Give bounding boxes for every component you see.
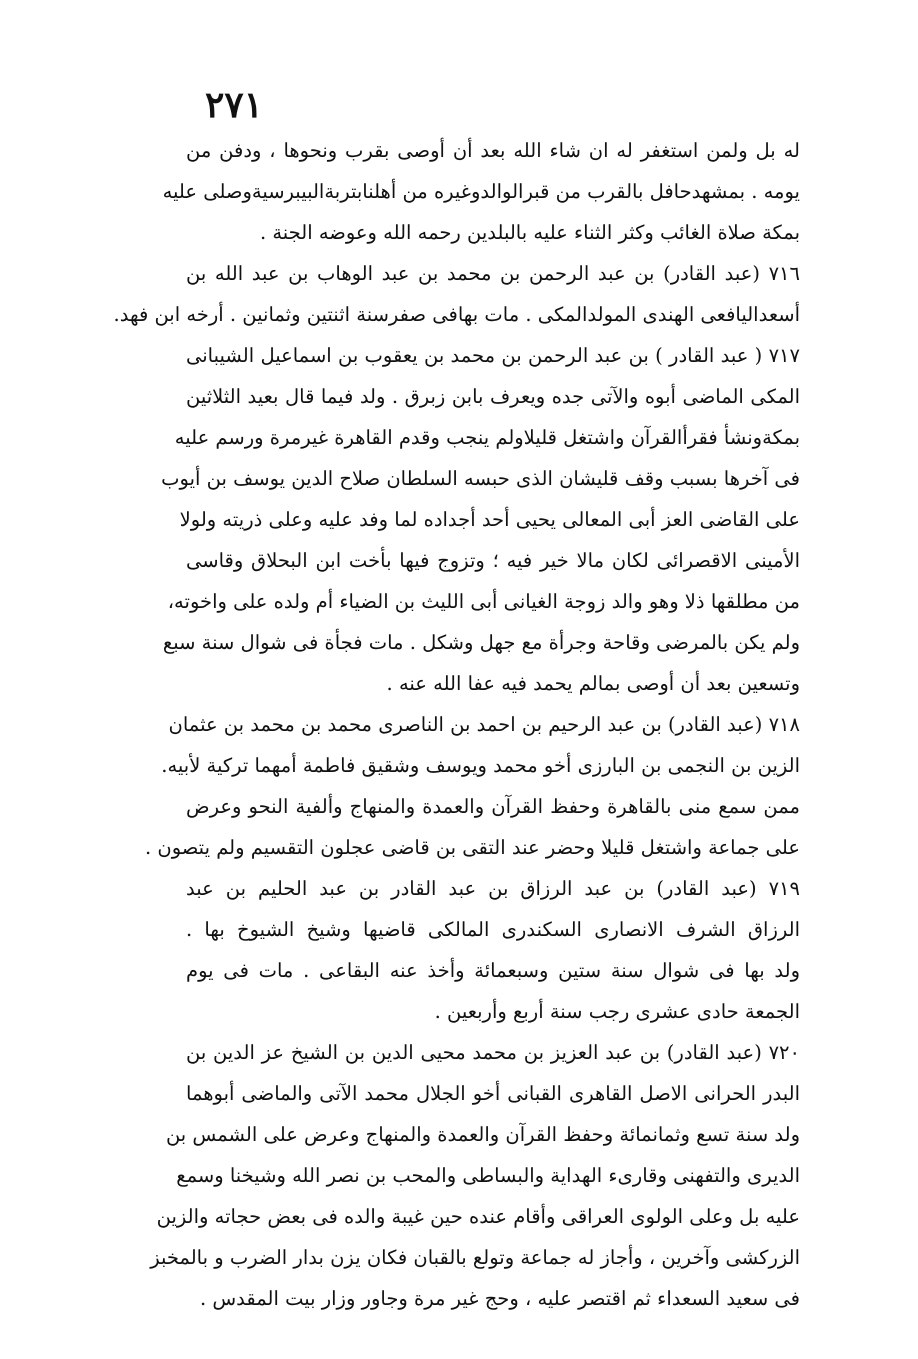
text-line: ٧١٦ (عبد القادر) بن عبد الرحمن بن محمد بن عبد الوهاب بن عبد الله بن [186, 262, 800, 285]
text-line: البدر الحرانى الاصل القاهرى القبانى أخو الجلال محمد الآتى والماضى أبوهما [186, 1082, 800, 1105]
text-line: الزين بن النجمى بن البارزى أخو محمد ويوسف وشقيق فاطمة أمهما تركية لأبيه. [161, 754, 800, 777]
text-line: على القاضى العز أبى المعالى يحيى أحد أجداده لما وفد عليه وعلى ذريته ولولا [179, 508, 800, 531]
text-line: فى آخرها بسبب وقف قليشان الذى حبسه السلطان صلاح الدين يوسف بن أيوب [161, 467, 800, 490]
text-line: يومه . بمشهدحافل بالقرب من قبرالوالدوغيره من أهلنابتربةالبيبرسيةوصلى عليه [162, 180, 800, 203]
text-line: ولم يكن بالمرضى وقاحة وجرأة مع جهل وشكل . مات فجأة فى شوال سنة سبع [162, 631, 800, 654]
text-line: المكى الماضى أبوه والآتى جده ويعرف بابن زبرق . ولد فيما قال بعيد الثلاثين [186, 385, 800, 408]
text-line: أسعداليافعى الهندى المولدالمكى . مات بهافى صفرسنة اثنتين وثمانين . أرخه ابن فهد. [113, 303, 800, 326]
text-line: ٧١٩ (عبد القادر) بن عبد الرزاق بن عبد القادر بن عبد الحليم بن عبد [186, 877, 800, 900]
text-line: ٧١٨ (عبد القادر) بن عبد الرحيم بن احمد بن الناصرى محمد بن محمد بن عثمان [168, 713, 800, 736]
text-line: فى سعيد السعداء ثم اقتصر عليه ، وحج غير مرة وجاور وزار بيت المقدس . [199, 1287, 800, 1310]
text-line: على جماعة واشتغل قليلا وحضر عند التقى بن قاضى عجلون التقسيم ولم يتصون . [144, 836, 800, 859]
text-line: الأمينى الاقصرائى لكان مالا خير فيه ؛ وتزوج فيها بأخت ابن البحلاق وقاسى [186, 549, 800, 572]
page-text [113, 130, 800, 1319]
page-number: ٢٧١ [205, 84, 264, 126]
text-line: الديرى والتفهنى وقارىء الهداية والبساطى والمحب بن نصر الله وشيخنا وسمع [176, 1164, 800, 1187]
text-line: من مطلقها ذلا وهو والد زوجة الغيانى أبى الليث بن الضياء أم ولده على واخوته، [167, 590, 800, 613]
text-line: وتسعين بعد أن أوصى بمالم يحمد فيه عفا الله عنه . [386, 672, 800, 695]
text-line: عليه بل وعلى الولوى العراقى وأقام عنده حين غيبة والده فى بعض حجاته والزين [156, 1205, 800, 1228]
text-line: ولد بها فى شوال سنة ستين وسبعمائة وأخذ عنه البقاعى . مات فى يوم [186, 959, 800, 982]
text-line: ولد سنة تسع وثمانمائة وحفظ القرآن والعمدة والمنهاج وعرض على الشمس بن [165, 1123, 800, 1146]
text-line: بمكة صلاة الغائب وكثر الثناء عليه بالبلدين رحمه الله وعوضه الجنة . [259, 221, 800, 244]
text-line: ٧٢٠ (عبد القادر) بن عبد العزيز بن محمد محيى الدين بن الشيخ عز الدين بن [186, 1041, 800, 1064]
text-line: ٧١٧ ( عبد القادر ) بن عبد الرحمن بن محمد بن يعقوب بن اسماعيل الشيبانى [186, 344, 800, 367]
text-line: الجمعة حادى عشرى رجب سنة أربع وأربعين . [434, 1000, 800, 1023]
text-line: الرزاق الشرف الانصارى السكندرى المالكى قاضيها وشيخ الشيوخ بها . [186, 918, 800, 941]
text-line: له بل ولمن استغفر له ان شاء الله بعد أن أوصى بقرب ونحوها ، ودفن من [186, 139, 800, 162]
text-line: بمكةونشأ فقرأالقرآن واشتغل قليلاولم ينجب وقدم القاهرة غيرمرة ورسم عليه [174, 426, 800, 449]
text-line: ممن سمع منى بالقاهرة وحفظ القرآن والعمدة والمنهاج وألفية النحو وعرض [186, 795, 800, 818]
text-line: الزركشى وآخرين ، وأجاز له جماعة وتولع بالقبان فكان يزن بدار الضرب و بالمخبز [150, 1246, 800, 1269]
